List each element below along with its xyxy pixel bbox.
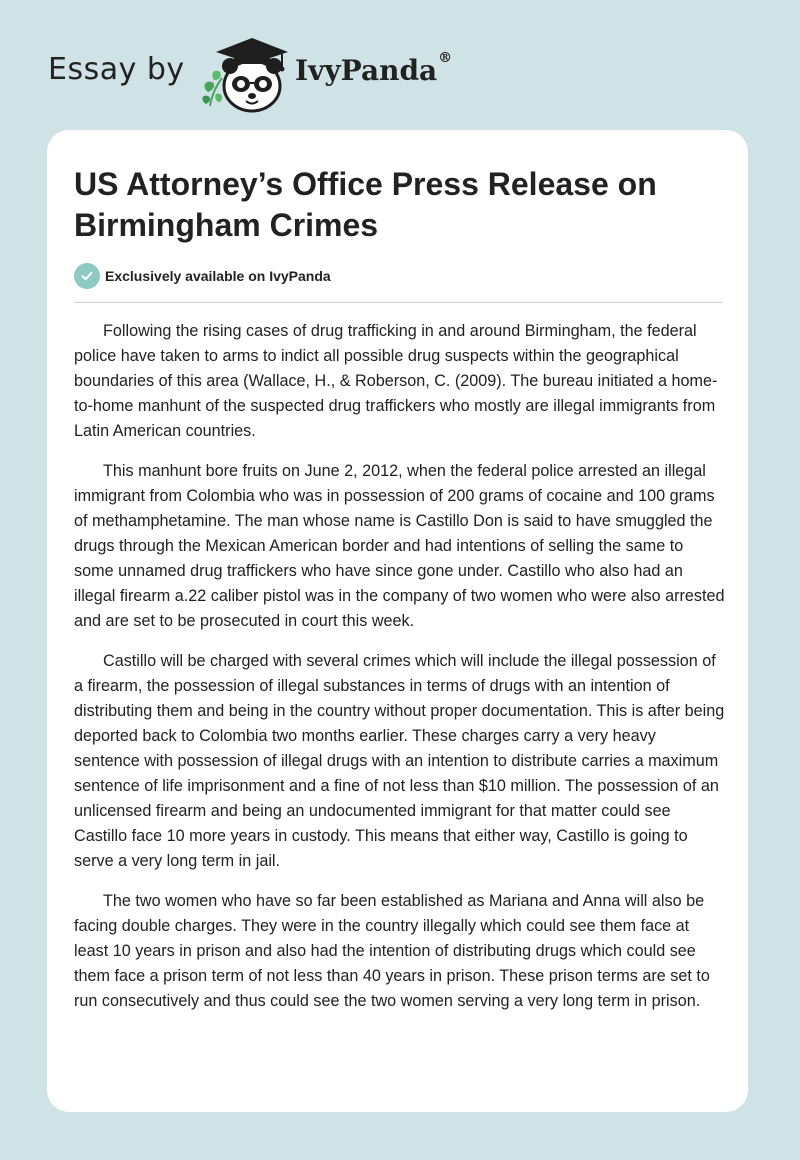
divider bbox=[74, 302, 723, 303]
site-header bbox=[48, 34, 548, 114]
registered-mark: ® bbox=[438, 50, 453, 66]
article-paragraph: Following the rising cases of drug trafficking in and around Birmingham, the federal police have taken to arms to indict all possible drug suspects within the geographical boundaries of this area (Wallace, H., & Roberson, C. (2009). The bureau initiated a home-to-home manhunt of the suspected drug traffickers who mostly are illegal immigrants from Latin American countries. bbox=[74, 322, 718, 440]
exclusive-badge bbox=[74, 263, 331, 289]
article-card bbox=[47, 130, 748, 1112]
article-paragraph: The two women who have so far been established as Mariana and Anna will also be facing double charges. They were in the country illegally which could see them face at least 10 years in prison and also had the intention of distributing drugs which could see them face a prison term of not less than 40 years in prison. These prison terms are set to run consecutively and thus could see the two women serving a very long term in prison. bbox=[74, 892, 710, 1010]
brand-name-text: IvyPanda bbox=[295, 54, 438, 87]
article-body bbox=[74, 319, 726, 1029]
exclusive-label: Exclusively available on IvyPanda bbox=[105, 268, 331, 284]
article-paragraph: Castillo will be charged with several crimes which will include the illegal possession of a firearm, the possession of illegal substances in terms of drugs with an intention of distributing them and being in the country without proper documentation. This is after being deported back to Colombia two months earlier. These charges carry a very heavy sentence with possession of illegal drugs with an intention to distribute carries a maximum sentence of life imprisonment and a fine of not less than $10 million. The possession of an unlicensed firearm and being an undocumented immigrant for that matter could see Castillo face 10 more years in custody. This means that either way, Castillo is going to serve a very long term in jail. bbox=[74, 652, 725, 870]
check-circle-icon bbox=[74, 263, 100, 289]
article-title: US Attorney’s Office Press Release on Birmingham Crimes bbox=[74, 166, 657, 243]
essay-by-label: Essay by bbox=[48, 52, 185, 87]
brand-name[interactable] bbox=[295, 50, 453, 87]
panda-graduate-logo-icon[interactable] bbox=[200, 34, 290, 114]
article-paragraph: This manhunt bore fruits on June 2, 2012, when the federal police arrested an illegal immigrant from Colombia who was in possession of 200 grams of cocaine and 100 grams of methamphetamine. The man whose name is Castillo Don is said to have smuggled the drugs through the Mexican American border and had intentions of selling the same to some unnamed drug traffickers who have since gone under. Castillo who also had an illegal firearm a.22 caliber pistol was in the company of two women who were also arrested and are set to be prosecuted in court this week. bbox=[74, 462, 725, 630]
